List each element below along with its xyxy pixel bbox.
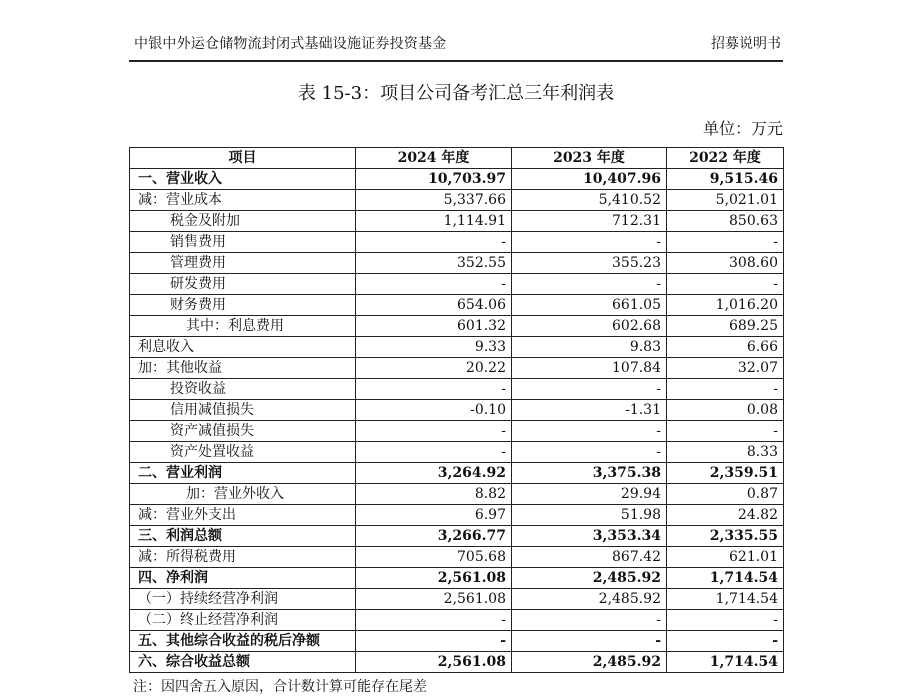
cell-2023: 712.31 [512,211,667,232]
cell-2022: 850.63 [667,211,784,232]
cell-2024: - [356,232,512,253]
row-label: 二、营业利润 [130,463,356,484]
cell-2023: - [512,442,667,463]
cell-2024: 654.06 [356,295,512,316]
column-header-2024: 2024 年度 [356,148,512,169]
row-label: 加：营业外收入 [130,484,356,505]
cell-2022: - [667,232,784,253]
cell-2022: 1,714.54 [667,589,784,610]
row-label: 六、综合收益总额 [130,652,356,673]
cell-2024: 1,114.91 [356,211,512,232]
cell-2022: - [667,379,784,400]
cell-2023: - [512,631,667,652]
row-label: 四、净利润 [130,568,356,589]
table-row [130,190,784,211]
cell-2024: - [356,421,512,442]
cell-2022: 9,515.46 [667,169,784,190]
cell-2022: 5,021.01 [667,190,784,211]
row-label: 管理费用 [130,253,356,274]
cell-2022: 0.08 [667,400,784,421]
cell-2022: - [667,274,784,295]
cell-2024: 2,561.08 [356,568,512,589]
document-type: 招募说明书 [711,36,781,52]
cell-2024: 352.55 [356,253,512,274]
cell-2023: 2,485.92 [512,568,667,589]
table-row [130,253,784,274]
row-label: 资产减值损失 [130,421,356,442]
row-label: 其中：利息费用 [130,316,356,337]
cell-2022: 32.07 [667,358,784,379]
cell-2024: - [356,274,512,295]
cell-2023: - [512,421,667,442]
row-label: 减：所得税费用 [130,547,356,568]
table-row [130,652,784,673]
cell-2024: 3,266.77 [356,526,512,547]
row-label: 减：营业外支出 [130,505,356,526]
cell-2024: 601.32 [356,316,512,337]
cell-2023: -1.31 [512,400,667,421]
row-label: 财务费用 [130,295,356,316]
footnote: 注：因四舍五入原因，合计数计算可能存在尾差 [133,679,427,695]
cell-2023: 602.68 [512,316,667,337]
cell-2024: - [356,631,512,652]
table-row [130,358,784,379]
cell-2022: 24.82 [667,505,784,526]
table-row [130,547,784,568]
table-row [130,442,784,463]
cell-2022: 6.66 [667,337,784,358]
table-row [130,274,784,295]
cell-2023: 3,353.34 [512,526,667,547]
row-label: 信用减值损失 [130,400,356,421]
column-header-2023: 2023 年度 [512,148,667,169]
cell-2024: 10,703.97 [356,169,512,190]
cell-2024: 705.68 [356,547,512,568]
cell-2024: 5,337.66 [356,190,512,211]
cell-2022: 8.33 [667,442,784,463]
cell-2024: 20.22 [356,358,512,379]
table-header-row [130,148,784,169]
cell-2024: 8.82 [356,484,512,505]
row-label: 研发费用 [130,274,356,295]
cell-2022: 2,335.55 [667,526,784,547]
unit-label: 单位：万元 [702,119,783,138]
cell-2023: 29.94 [512,484,667,505]
row-label: 投资收益 [130,379,356,400]
cell-2022: 0.87 [667,484,784,505]
table-row [130,232,784,253]
table-row [130,421,784,442]
cell-2022: 1,714.54 [667,652,784,673]
cell-2024: 2,561.08 [356,652,512,673]
cell-2022: 1,016.20 [667,295,784,316]
table-row [130,295,784,316]
table-row [130,484,784,505]
cell-2024: -0.10 [356,400,512,421]
column-header-2022: 2022 年度 [667,148,784,169]
cell-2022: 689.25 [667,316,784,337]
table-row [130,568,784,589]
table-row [130,463,784,484]
cell-2023: 9.83 [512,337,667,358]
table-row [130,379,784,400]
cell-2022: - [667,610,784,631]
cell-2024: - [356,442,512,463]
income-statement-table [129,147,784,673]
cell-2023: 3,375.38 [512,463,667,484]
cell-2022: - [667,631,784,652]
cell-2023: 51.98 [512,505,667,526]
cell-2023: 10,407.96 [512,169,667,190]
cell-2022: - [667,421,784,442]
row-label: 减：营业成本 [130,190,356,211]
cell-2023: 107.84 [512,358,667,379]
table-row [130,169,784,190]
header-divider [129,60,783,62]
cell-2022: 621.01 [667,547,784,568]
cell-2024: 2,561.08 [356,589,512,610]
row-label: 一、营业收入 [130,169,356,190]
cell-2024: - [356,610,512,631]
row-label: 销售费用 [130,232,356,253]
table-row [130,505,784,526]
row-label: 税金及附加 [130,211,356,232]
cell-2023: 2,485.92 [512,652,667,673]
table-row [130,316,784,337]
table-title: 表 15-3：项目公司备考汇总三年利润表 [297,83,615,104]
row-label: （二）终止经营净利润 [130,610,356,631]
fund-name: 中银中外运仓储物流封闭式基础设施证券投资基金 [134,36,447,52]
table-row [130,337,784,358]
table-row [130,526,784,547]
cell-2024: 6.97 [356,505,512,526]
cell-2022: 1,714.54 [667,568,784,589]
cell-2024: 3,264.92 [356,463,512,484]
row-label: 五、其他综合收益的税后净额 [130,631,356,652]
table-row [130,589,784,610]
cell-2023: 5,410.52 [512,190,667,211]
row-label: 利息收入 [130,337,356,358]
cell-2024: 9.33 [356,337,512,358]
cell-2023: - [512,610,667,631]
table-row [130,610,784,631]
row-label: 三、利润总额 [130,526,356,547]
cell-2023: 867.42 [512,547,667,568]
table-row [130,631,784,652]
cell-2023: - [512,232,667,253]
table-row [130,211,784,232]
row-label: 资产处置收益 [130,442,356,463]
column-header-item: 项目 [130,148,356,169]
cell-2023: 2,485.92 [512,589,667,610]
row-label: （一）持续经营净利润 [130,589,356,610]
cell-2023: - [512,379,667,400]
cell-2023: 661.05 [512,295,667,316]
cell-2024: - [356,379,512,400]
row-label: 加：其他收益 [130,358,356,379]
cell-2023: - [512,274,667,295]
cell-2023: 355.23 [512,253,667,274]
table-row [130,400,784,421]
cell-2022: 308.60 [667,253,784,274]
cell-2022: 2,359.51 [667,463,784,484]
